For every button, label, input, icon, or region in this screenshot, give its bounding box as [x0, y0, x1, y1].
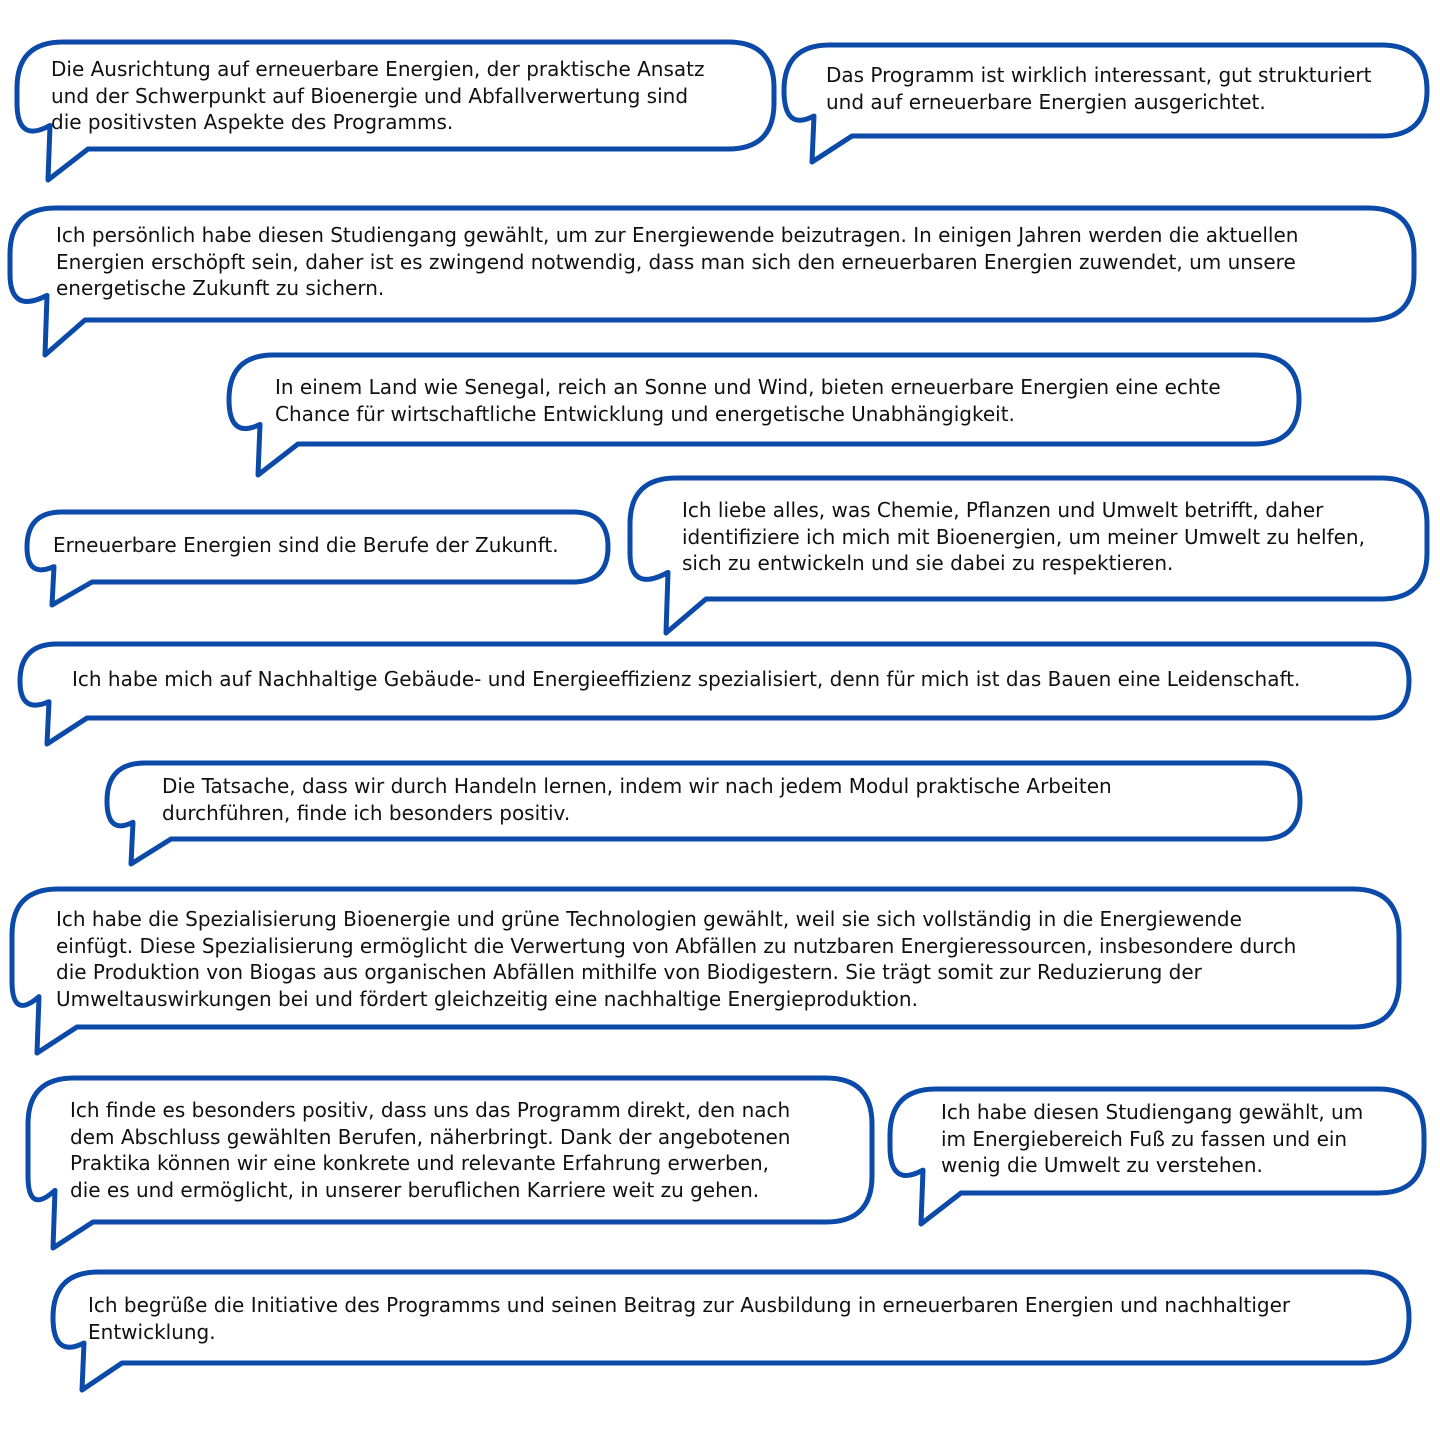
quote-text-2: Das Programm ist wirklich interessant, gut strukturiert und auf erneuerbare Energien ausgerichtet. — [826, 63, 1372, 114]
speech-bubble-7 — [20, 644, 1409, 744]
quote-text-8: Die Tatsache, dass wir durch Handeln lernen, indem wir nach jedem Modul praktische Arbeiten durchführen, finde ich besonders positiv. — [162, 774, 1112, 825]
quote-text-11: Ich habe diesen Studiengang gewählt, um im Energiebereich Fuß zu fassen und ein wenig die Umwelt zu verstehen. — [941, 1100, 1364, 1177]
quote-text-3: Ich persönlich habe diesen Studiengang gewählt, um zur Energiewende beizutragen. In einigen Jahren werden die aktuellen Energien erschöpft sein, daher ist es zwingend notwendig, dass man sich den erneuerbaren Energien zuwendet, um unsere energetische Zukunft zu sichern. — [56, 223, 1299, 300]
quote-text-12: Ich begrüße die Initiative des Programms und seinen Beitrag zur Ausbildung in erneuerbaren Energien und nachhaltiger Entwicklung. — [88, 1293, 1291, 1344]
quote-text-4: In einem Land wie Senegal, reich an Sonne und Wind, bieten erneuerbare Energien eine echte Chance für wirtschaftliche Entwicklung und energetische Unabhängigkeit. — [275, 375, 1221, 426]
quote-text-9: Ich habe die Spezialisierung Bioenergie und grüne Technologien gewählt, weil sie sich vollständig in die Energiewende einfügt. Diese Spezialisierung ermöglicht die Verwertung von Abfällen zu nutzbaren Energieressourcen, insbesondere durch die Produktion von Biogas aus organischen Abfällen mithilfe von Biodigestern. Sie trägt somit zur Reduzierung der Umweltauswirkungen bei und fördert gleichzeitig eine nachhaltige Energieproduktion. — [56, 907, 1297, 1011]
quote-text-6: Ich liebe alles, was Chemie, Pflanzen und Umwelt betrifft, daher identifiziere ich mich mit Bioenergien, um meiner Umwelt zu helfen, sich zu entwickeln und sie dabei zu respektieren. — [682, 498, 1365, 575]
quote-text-7: Ich habe mich auf Nachhaltige Gebäude- und Energieeffizienz spezialisiert, denn für mich ist das Bauen eine Leidenschaft. — [72, 667, 1301, 691]
quote-text-10: Ich finde es besonders positiv, dass uns das Programm direkt, den nach dem Abschluss gewählten Berufen, näherbringt. Dank der angebotenen Praktika können wir eine konkrete und relevante Erfahrung erwerben, die es und ermöglicht, in unserer beruflichen Karriere weit zu gehen. — [70, 1098, 791, 1202]
quote-text-1: Die Ausrichtung auf erneuerbare Energien, der praktische Ansatz und der Schwerpunkt auf Bioenergie und Abfallverwertung sind die positivsten Aspekte des Programms. — [51, 57, 705, 134]
quote-text-5: Erneuerbare Energien sind die Berufe der Zukunft. — [53, 533, 559, 557]
speech-bubble-5 — [27, 512, 608, 605]
